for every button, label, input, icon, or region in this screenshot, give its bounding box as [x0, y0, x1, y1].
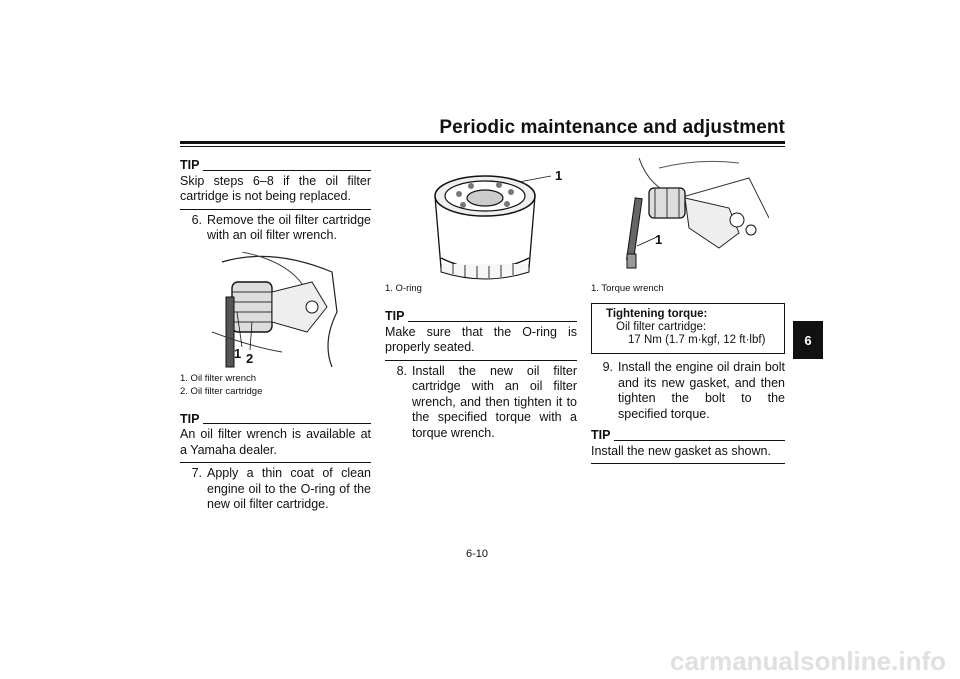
caption-line: 1. Torque wrench: [591, 283, 664, 294]
tip-text: Install the new gasket as shown.: [591, 444, 785, 465]
callout-1: 1: [234, 345, 242, 361]
engine-illustration: [212, 252, 342, 370]
figure-caption: [385, 282, 577, 295]
tip-heading: TIP: [180, 412, 371, 428]
caption-line: 1. Oil filter wrench: [180, 372, 257, 384]
tip-heading: TIP: [591, 428, 785, 444]
column-3: [591, 158, 785, 466]
torque-item: Oil filter cartridge:: [616, 321, 707, 333]
caption-line: 1. O-ring: [385, 283, 422, 294]
torque-wrench-figure: [619, 158, 769, 280]
figure-caption: [591, 282, 785, 295]
tip-text: An oil filter wrench is available at a Yamaha dealer.: [180, 427, 371, 463]
callout-1: 1: [555, 168, 563, 183]
watermark: carmanualsonline.info: [670, 646, 946, 676]
oil-filter-wrench-figure: [212, 252, 342, 370]
figure-caption: [180, 372, 371, 398]
tip-heading: TIP: [180, 158, 371, 174]
step-8: 8. Install the new oil filter cartridge with an oil filter wrench, and then tighten it to the specified torque with a torque wrench.: [396, 363, 577, 440]
step-7: 7. Apply a thin coat of clean engine oil to the O-ring of the new oil filter cartridge.: [191, 466, 371, 511]
chapter-tab: 6: [793, 321, 823, 359]
oil-filter-cartridge-illustration: [423, 158, 563, 280]
column-1: [180, 158, 371, 513]
torque-value: 17 Nm (1.7 m·kgf, 12 ft·lbf): [628, 334, 766, 346]
oil-filter-figure: [423, 158, 563, 280]
tip-heading: TIP: [385, 309, 577, 325]
header-rule-thin: [180, 146, 785, 147]
tip-text: Skip steps 6–8 if the oil filter cartridge is not being replaced.: [180, 174, 371, 210]
torque-spec-box: [591, 303, 785, 354]
callout-2: 2: [246, 350, 254, 366]
column-2: [385, 158, 577, 441]
header-rule: [180, 141, 785, 144]
step-9: 9. Install the engine oil drain bolt and its new gasket, and then tighten the bolt to the specified torque.: [602, 360, 785, 421]
page-number: 6-10: [466, 548, 489, 560]
caption-line: 2. Oil filter cartridge: [180, 385, 263, 397]
torque-title: Tightening torque:: [606, 308, 708, 320]
callout-1: 1: [655, 232, 663, 247]
page-header-title: Periodic maintenance and adjustment: [439, 117, 785, 138]
tip-text: Make sure that the O-ring is properly seated.: [385, 325, 577, 361]
torque-wrench-illustration: [619, 158, 769, 280]
step-6: 6. Remove the oil filter cartridge with an oil filter wrench.: [191, 212, 371, 242]
